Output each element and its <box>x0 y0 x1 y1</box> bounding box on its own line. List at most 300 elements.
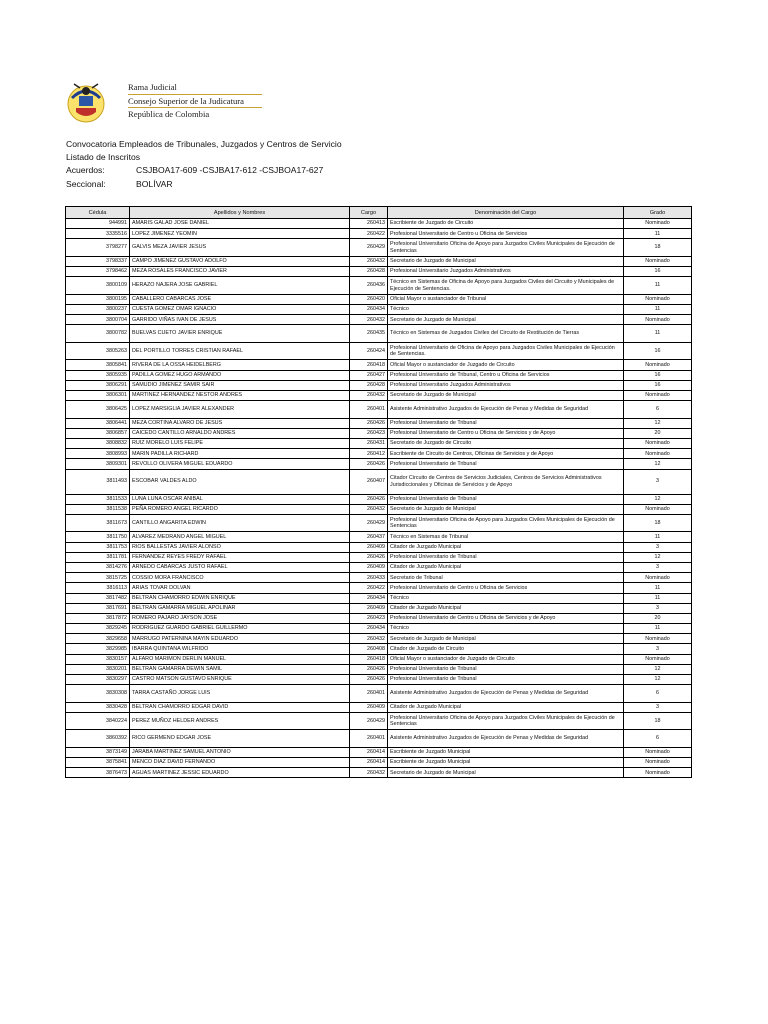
cell-denominacion: Secretario de Juzgado de Municipal <box>388 768 624 778</box>
cell-cedula: 3808993 <box>66 449 130 459</box>
cell-cargo: 260428 <box>350 380 388 390</box>
table-row <box>66 552 692 562</box>
cell-denominacion: Asistente Administrativo Juzgados de Ejecución de Penas y Medidas de Seguridad <box>388 730 624 748</box>
cell-denominacion: Técnico en Sistemas de Juzgados Civiles del Circuito de Restitución de Tierras <box>388 325 624 343</box>
cell-nombres: MARRUGO PATERNINA MAYIN EDUARDO <box>130 634 350 644</box>
cell-grado: Nominado <box>624 390 692 400</box>
cell-cargo: 260409 <box>350 562 388 572</box>
cell-nombres: CUESTA GOMEZ OMAR IGNACIO <box>130 304 350 314</box>
document-title: Convocatoria Empleados de Tribunales, Juzgados y Centros de Servicio <box>66 139 342 149</box>
cell-denominacion: Técnico en Sistemas de Tribunal <box>388 532 624 542</box>
table-row <box>66 593 692 603</box>
cell-denominacion: Citador de Juzgado Municipal <box>388 562 624 572</box>
cell-denominacion: Profesional Universitario de Centro u Oficina de Servicios y de Apoyo <box>388 428 624 438</box>
cell-grado: Nominado <box>624 758 692 768</box>
table-row <box>66 438 692 448</box>
cell-cedula: 3816113 <box>66 583 130 593</box>
cell-nombres: AMARIS GALAD JOSE DANIEL <box>130 219 350 229</box>
cell-nombres: AGUAS MARTINEZ JESSIC EDUARDO <box>130 768 350 778</box>
cell-cargo: 260429 <box>350 239 388 257</box>
table-row <box>66 685 692 703</box>
cell-cedula: 3811781 <box>66 552 130 562</box>
cell-grado: 11 <box>624 593 692 603</box>
cell-cargo: 260436 <box>350 277 388 295</box>
cell-nombres: DEL PORTILLO TORRES CRISTIAN RAFAEL <box>130 342 350 360</box>
cell-cargo: 260426 <box>350 552 388 562</box>
cell-cedula: 3811753 <box>66 542 130 552</box>
cell-cedula: 3830201 <box>66 664 130 674</box>
cell-cedula: 3873149 <box>66 747 130 757</box>
cell-cargo: 260432 <box>350 504 388 514</box>
cell-nombres: ALVAREZ MEDRANO ANGEL MIGUEL <box>130 532 350 542</box>
cell-cargo: 260414 <box>350 758 388 768</box>
cell-nombres: RIOS BALLESTAS JAVIER ALONSO <box>130 542 350 552</box>
cell-cedula: 3800704 <box>66 315 130 325</box>
cell-cargo: 260434 <box>350 624 388 634</box>
cell-grado: 3 <box>624 603 692 613</box>
cell-nombres: JARABA MARTINEZ SAMUEL ANTONIO <box>130 747 350 757</box>
cell-nombres: MENCO DIAZ DAVID FERNANDO <box>130 758 350 768</box>
table-row <box>66 370 692 380</box>
cell-nombres: IBARRA QUINTANA WILFRIDO <box>130 644 350 654</box>
cell-grado: Nominado <box>624 219 692 229</box>
cell-grado: 20 <box>624 613 692 623</box>
cell-nombres: BELTRAN CHAMORRO EDWIN ENRIQUE <box>130 593 350 603</box>
cell-nombres: FERNANDEZ REYES FREDY RAFAEL <box>130 552 350 562</box>
cell-grado: 16 <box>624 342 692 360</box>
cell-grado: Nominado <box>624 256 692 266</box>
cell-cargo: 260422 <box>350 229 388 239</box>
cell-cedula: 3876473 <box>66 768 130 778</box>
cell-nombres: RICO GERMENO EDGAR JOSE <box>130 730 350 748</box>
cell-nombres: PADILLA GOMEZ HUGO ARMANDO <box>130 370 350 380</box>
cell-grado: 16 <box>624 267 692 277</box>
cell-denominacion: Secretario de Juzgado de Municipal <box>388 634 624 644</box>
table-row <box>66 702 692 712</box>
cell-nombres: CABALLERO CABARCAS JOSE <box>130 294 350 304</box>
seccional-label: Seccional: <box>66 178 106 189</box>
table-row <box>66 730 692 748</box>
organization-name <box>128 82 262 120</box>
cell-grado: 3 <box>624 562 692 572</box>
cell-cargo: 260424 <box>350 342 388 360</box>
cell-cedula: 3811673 <box>66 514 130 532</box>
cell-cargo: 260408 <box>350 644 388 654</box>
table-row <box>66 768 692 778</box>
cell-denominacion: Secretario de Juzgado de Municipal <box>388 256 624 266</box>
cell-denominacion: Profesional Universitario Oficina de Apoyo para Juzgados Civiles Municipales de Ejecución de Sentencias <box>388 514 624 532</box>
table-row <box>66 428 692 438</box>
header-denominacion: Denominación del Cargo <box>388 207 624 219</box>
cell-nombres: MEZA CORTINA ALVARO DE JESUS <box>130 418 350 428</box>
cell-denominacion: Citador Circuito de Centros de Servicios Judiciales, Centros de Servicios Administrativos Jurisdiccionales y Oficinas de Servicios y de Apoyo <box>388 469 624 494</box>
table-row <box>66 360 692 370</box>
cell-nombres: REVOLLO OLIVERA MIGUEL EDUARDO <box>130 459 350 469</box>
table-row <box>66 390 692 400</box>
cell-cedula: 3806441 <box>66 418 130 428</box>
cell-cedula: 3814276 <box>66 562 130 572</box>
header-cargo: Cargo <box>350 207 388 219</box>
cell-grado: Nominado <box>624 294 692 304</box>
cell-cedula: 3829245 <box>66 624 130 634</box>
cell-grado: 12 <box>624 664 692 674</box>
cell-denominacion: Profesional Universitario Juzgados Administrativos <box>388 380 624 390</box>
table-row <box>66 342 692 360</box>
cell-grado: 11 <box>624 325 692 343</box>
cell-cargo: 260423 <box>350 613 388 623</box>
cell-denominacion: Escribiente de Juzgado Municipal <box>388 758 624 768</box>
cell-cedula: 3798462 <box>66 267 130 277</box>
cell-grado: 3 <box>624 542 692 552</box>
cell-nombres: PEREZ MUÑOZ HELDER ANDRES <box>130 712 350 730</box>
cell-cedula: 3800237 <box>66 304 130 314</box>
cell-cedula: 3811538 <box>66 504 130 514</box>
cell-nombres: ALFARO MARIMON DERLIN MANUEL <box>130 654 350 664</box>
cell-nombres: LUNA LUNA OSCAR ANIBAL <box>130 494 350 504</box>
cell-denominacion: Secretario de Juzgado de Municipal <box>388 390 624 400</box>
cell-grado: 3 <box>624 469 692 494</box>
cell-cargo: 260429 <box>350 514 388 532</box>
table-row <box>66 469 692 494</box>
cell-cedula: 3806425 <box>66 401 130 419</box>
cell-cargo: 260423 <box>350 428 388 438</box>
table-row <box>66 304 692 314</box>
cell-cargo: 260413 <box>350 219 388 229</box>
cell-denominacion: Técnico en Sistemas de Oficina de Apoyo para Juzgados Civiles del Circuito y Municipales de Ejecución de Sentencias. <box>388 277 624 295</box>
cell-nombres: PEÑA ROMERO ANGEL RICARDO <box>130 504 350 514</box>
table-row <box>66 562 692 572</box>
cell-cargo: 260409 <box>350 702 388 712</box>
cell-nombres: LOPEZ MARSIGLIA JAVIER ALEXANDER <box>130 401 350 419</box>
cell-cargo: 260428 <box>350 267 388 277</box>
table-row <box>66 583 692 593</box>
cell-denominacion: Oficial Mayor o sustanciador de Juzgado de Circuito <box>388 654 624 664</box>
cell-grado: 12 <box>624 459 692 469</box>
cell-grado: 11 <box>624 624 692 634</box>
table-header-row <box>66 207 692 219</box>
cell-cargo: 260418 <box>350 360 388 370</box>
cell-grado: 11 <box>624 304 692 314</box>
cell-grado: 16 <box>624 380 692 390</box>
cell-grado: 6 <box>624 401 692 419</box>
cell-cedula: 3830297 <box>66 675 130 685</box>
cell-nombres: CANTILLO ANGARITA EDWIN <box>130 514 350 532</box>
table-row <box>66 239 692 257</box>
cell-grado: Nominado <box>624 747 692 757</box>
cell-cargo: 260427 <box>350 370 388 380</box>
table-row <box>66 542 692 552</box>
cell-nombres: MARIN PADILLA RICHARD <box>130 449 350 459</box>
org-line-3: República de Colombia <box>128 109 210 119</box>
cell-grado: Nominado <box>624 360 692 370</box>
cell-denominacion: Profesional Universitario de Oficina de Apoyo para Juzgados Civiles Municipales de Ejecución de Sentencias. <box>388 342 624 360</box>
table-row <box>66 624 692 634</box>
cell-nombres: ESCOBAR VALDES ALDO <box>130 469 350 494</box>
cell-cedula: 3798337 <box>66 256 130 266</box>
table-row <box>66 747 692 757</box>
table-row <box>66 449 692 459</box>
cell-cedula: 3335516 <box>66 229 130 239</box>
cell-denominacion: Asistente Administrativo Juzgados de Ejecución de Penas y Medidas de Seguridad <box>388 401 624 419</box>
cell-nombres: RUIZ MORELO LUIS FELIPE <box>130 438 350 448</box>
cell-denominacion: Profesional Universitario Juzgados Administrativos <box>388 267 624 277</box>
cell-cedula: 3806291 <box>66 380 130 390</box>
cell-grado: 11 <box>624 583 692 593</box>
cell-grado: 12 <box>624 675 692 685</box>
cell-grado: 11 <box>624 532 692 542</box>
table-row <box>66 219 692 229</box>
letterhead <box>66 78 276 128</box>
table-row <box>66 380 692 390</box>
acuerdos-row <box>66 164 342 177</box>
cell-cedula: 3817482 <box>66 593 130 603</box>
cell-nombres: CASTRO MATSON GUSTAVO ENRIQUE <box>130 675 350 685</box>
cell-cargo: 260426 <box>350 418 388 428</box>
cell-cedula: 3798277 <box>66 239 130 257</box>
cell-cargo: 260401 <box>350 401 388 419</box>
cell-cargo: 260426 <box>350 459 388 469</box>
cell-nombres: ARIAS TOVAR DOLVAN <box>130 583 350 593</box>
cell-cargo: 260432 <box>350 256 388 266</box>
cell-nombres: ROMERO PAJARO JAYSON JOSE <box>130 613 350 623</box>
cell-denominacion: Escribiente de Circuito de Centros, Oficinas de Servicios y de Apoyo <box>388 449 624 459</box>
table-row <box>66 229 692 239</box>
table-row <box>66 654 692 664</box>
cell-nombres: COSSIO MORA FRANCISCO <box>130 573 350 583</box>
cell-cedula: 3811750 <box>66 532 130 542</box>
document-meta <box>66 138 342 191</box>
table-row <box>66 644 692 654</box>
cell-cargo: 260409 <box>350 542 388 552</box>
cell-nombres: BELTRAN CHAMORRO EDGAR DAVID <box>130 702 350 712</box>
org-line-1: Rama Judicial <box>128 82 177 92</box>
cell-denominacion: Profesional Universitario de Tribunal <box>388 418 624 428</box>
table-row <box>66 494 692 504</box>
acuerdos-label: Acuerdos: <box>66 165 105 176</box>
inscritos-table <box>65 206 692 778</box>
table-row <box>66 675 692 685</box>
cell-grado: Nominado <box>624 654 692 664</box>
cell-denominacion: Profesional Universitario de Tribunal, Centro u Oficina de Servicios <box>388 370 624 380</box>
cell-cargo: 260418 <box>350 654 388 664</box>
cell-grado: Nominado <box>624 438 692 448</box>
cell-cargo: 260420 <box>350 294 388 304</box>
cell-grado: Nominado <box>624 504 692 514</box>
cell-cargo: 260432 <box>350 768 388 778</box>
cell-denominacion: Secretario de Juzgado de Municipal <box>388 315 624 325</box>
cell-cedula: 3829658 <box>66 634 130 644</box>
cell-grado: 3 <box>624 644 692 654</box>
cell-nombres: MEZA ROSALES FRANCISCO JAVIER <box>130 267 350 277</box>
cell-cargo: 260422 <box>350 583 388 593</box>
cell-cargo: 260401 <box>350 730 388 748</box>
cell-denominacion: Secretario de Juzgado de Circuito <box>388 438 624 448</box>
table-row <box>66 603 692 613</box>
gold-rule <box>128 107 262 108</box>
cell-denominacion: Profesional Universitario de Tribunal <box>388 494 624 504</box>
cell-cargo: 260401 <box>350 685 388 703</box>
table-body <box>66 219 692 778</box>
cell-denominacion: Profesional Universitario Oficina de Apoyo para Juzgados Civiles Municipales de Ejecución de Sentencias <box>388 239 624 257</box>
table-row <box>66 256 692 266</box>
cell-cedula: 3806857 <box>66 428 130 438</box>
cell-grado: 12 <box>624 552 692 562</box>
seccional-value: BOLÍVAR <box>136 178 173 189</box>
cell-denominacion: Técnico <box>388 624 624 634</box>
cell-grado: 18 <box>624 712 692 730</box>
table-row <box>66 504 692 514</box>
cell-denominacion: Profesional Universitario de Tribunal <box>388 459 624 469</box>
cell-cedula: 3830308 <box>66 685 130 703</box>
cell-nombres: MARTINEZ HERNANDEZ NESTOR ANDRES <box>130 390 350 400</box>
cell-denominacion: Profesional Universitario de Centro u Oficina de Servicios <box>388 583 624 593</box>
cell-cedula: 3800195 <box>66 294 130 304</box>
header-grado: Grado <box>624 207 692 219</box>
cell-cargo: 260412 <box>350 449 388 459</box>
cell-cargo: 260432 <box>350 315 388 325</box>
cell-denominacion: Oficial Mayor o sustanciador de Tribunal <box>388 294 624 304</box>
cell-cedula: 3815725 <box>66 573 130 583</box>
cell-cedula: 3811493 <box>66 469 130 494</box>
cell-nombres: BELTRAN GAMARRA MIGUEL APOLINAR <box>130 603 350 613</box>
cell-cargo: 260429 <box>350 712 388 730</box>
gold-rule <box>128 94 262 95</box>
cell-denominacion: Profesional Universitario Oficina de Apoyo para Juzgados Civiles Municipales de Ejecución de Sentencias <box>388 712 624 730</box>
cell-cedula: 3806301 <box>66 390 130 400</box>
cell-denominacion: Citador de Juzgado Municipal <box>388 702 624 712</box>
cell-grado: 12 <box>624 418 692 428</box>
colombia-coat-of-arms-icon <box>66 78 124 126</box>
cell-denominacion: Escribiente de Juzgado Municipal <box>388 747 624 757</box>
cell-denominacion: Técnico <box>388 593 624 603</box>
cell-cargo: 260407 <box>350 469 388 494</box>
cell-denominacion: Citador de Juzgado Municipal <box>388 603 624 613</box>
cell-cargo: 260432 <box>350 634 388 644</box>
cell-denominacion: Secretario de Juzgado de Municipal <box>388 504 624 514</box>
acuerdos-value: CSJBOA17-609 -CSJBA17-612 -CSJBOA17-627 <box>136 165 324 176</box>
cell-denominacion: Citador de Juzgado de Circuito <box>388 644 624 654</box>
cell-denominacion: Profesional Universitario de Tribunal <box>388 664 624 674</box>
cell-nombres: RIVERA DE LA OSSA HEIDELBERG <box>130 360 350 370</box>
cell-denominacion: Profesional Universitario de Centro u Oficina de Servicios y de Apoyo <box>388 613 624 623</box>
cell-nombres: BELTRAN GAMARRA DEWIN SAMIL <box>130 664 350 674</box>
cell-grado: Nominado <box>624 634 692 644</box>
cell-cargo: 260409 <box>350 603 388 613</box>
cell-nombres: LOPEZ JIMENEZ YEOMIN <box>130 229 350 239</box>
cell-nombres: CAICEDO CANTILLO ARNALDO ANDRES <box>130 428 350 438</box>
cell-denominacion: Técnico <box>388 304 624 314</box>
cell-nombres: RODRIGUEZ GUARDO GABRIEL GUILLERMO <box>130 624 350 634</box>
table-row <box>66 459 692 469</box>
cell-nombres: HERAZO NAJERA JOSE GABRIEL <box>130 277 350 295</box>
cell-grado: Nominado <box>624 449 692 459</box>
cell-grado: 12 <box>624 494 692 504</box>
org-line-2: Consejo Superior de la Judicatura <box>128 95 244 106</box>
table-row <box>66 613 692 623</box>
cell-cedula: 944991 <box>66 219 130 229</box>
cell-grado: 11 <box>624 277 692 295</box>
cell-grado: 16 <box>624 370 692 380</box>
header-nombres: Apellidos y Nombres <box>130 207 350 219</box>
table-row <box>66 267 692 277</box>
table-row <box>66 634 692 644</box>
cell-cargo: 260433 <box>350 573 388 583</box>
cell-cedula: 3800109 <box>66 277 130 295</box>
cell-grado: Nominado <box>624 768 692 778</box>
cell-cargo: 260414 <box>350 747 388 757</box>
cell-denominacion: Profesional Universitario de Centro u Oficina de Servicios <box>388 229 624 239</box>
cell-cedula: 3809301 <box>66 459 130 469</box>
table-row <box>66 712 692 730</box>
cell-nombres: SAMUDIO JIMENEZ SAMIR SAIR <box>130 380 350 390</box>
cell-nombres: BUELVAS CUETO JAVIER ENRIQUE <box>130 325 350 343</box>
table-row <box>66 532 692 542</box>
table-row <box>66 758 692 768</box>
cell-nombres: CAMPO JIMENEZ GUSTAVO ADOLFO <box>130 256 350 266</box>
cell-denominacion: Profesional Universitario de Tribunal <box>388 675 624 685</box>
cell-cargo: 260426 <box>350 664 388 674</box>
cell-cedula: 3840224 <box>66 712 130 730</box>
table-row <box>66 294 692 304</box>
header-cedula: Cédula <box>66 207 130 219</box>
cell-cedula: 3800782 <box>66 325 130 343</box>
cell-cargo: 260426 <box>350 675 388 685</box>
cell-grado: 3 <box>624 702 692 712</box>
cell-cedula: 3829985 <box>66 644 130 654</box>
cell-nombres: TARRA CASTAÑO JORGE LUIS <box>130 685 350 703</box>
cell-cargo: 260437 <box>350 532 388 542</box>
cell-cargo: 260426 <box>350 494 388 504</box>
cell-cargo: 260434 <box>350 593 388 603</box>
cell-cedula: 3805263 <box>66 342 130 360</box>
cell-grado: 20 <box>624 428 692 438</box>
cell-grado: 6 <box>624 730 692 748</box>
cell-cedula: 3817691 <box>66 603 130 613</box>
cell-grado: 18 <box>624 239 692 257</box>
cell-grado: 18 <box>624 514 692 532</box>
table-row <box>66 325 692 343</box>
cell-cedula: 3805935 <box>66 370 130 380</box>
cell-cedula: 3875841 <box>66 758 130 768</box>
cell-cedula: 3817872 <box>66 613 130 623</box>
document-subtitle: Listado de Inscritos <box>66 152 141 163</box>
table-row <box>66 315 692 325</box>
table-row <box>66 418 692 428</box>
table-row <box>66 573 692 583</box>
cell-denominacion: Escribiente de Juzgado de Circuito <box>388 219 624 229</box>
cell-denominacion: Profesional Universitario de Tribunal <box>388 552 624 562</box>
cell-nombres: GALVIS MEZA JAVIER JESUS <box>130 239 350 257</box>
cell-grado: 6 <box>624 685 692 703</box>
table-row <box>66 277 692 295</box>
cell-denominacion: Secretario de Tribunal <box>388 573 624 583</box>
cell-cedula: 3811533 <box>66 494 130 504</box>
cell-cargo: 260432 <box>350 390 388 400</box>
cell-cedula: 3830157 <box>66 654 130 664</box>
cell-cedula: 3808832 <box>66 438 130 448</box>
table-row <box>66 514 692 532</box>
cell-grado: Nominado <box>624 573 692 583</box>
cell-grado: Nominado <box>624 315 692 325</box>
cell-cedula: 3860392 <box>66 730 130 748</box>
cell-cargo: 260431 <box>350 438 388 448</box>
cell-nombres: ARNEDO CABARCAS JUSTO RAFAEL <box>130 562 350 572</box>
seccional-row <box>66 178 342 191</box>
cell-denominacion: Oficial Mayor o sustanciador de Juzgado de Circuito <box>388 360 624 370</box>
table-row <box>66 401 692 419</box>
cell-cargo: 260435 <box>350 325 388 343</box>
cell-denominacion: Citador de Juzgado Municipal <box>388 542 624 552</box>
